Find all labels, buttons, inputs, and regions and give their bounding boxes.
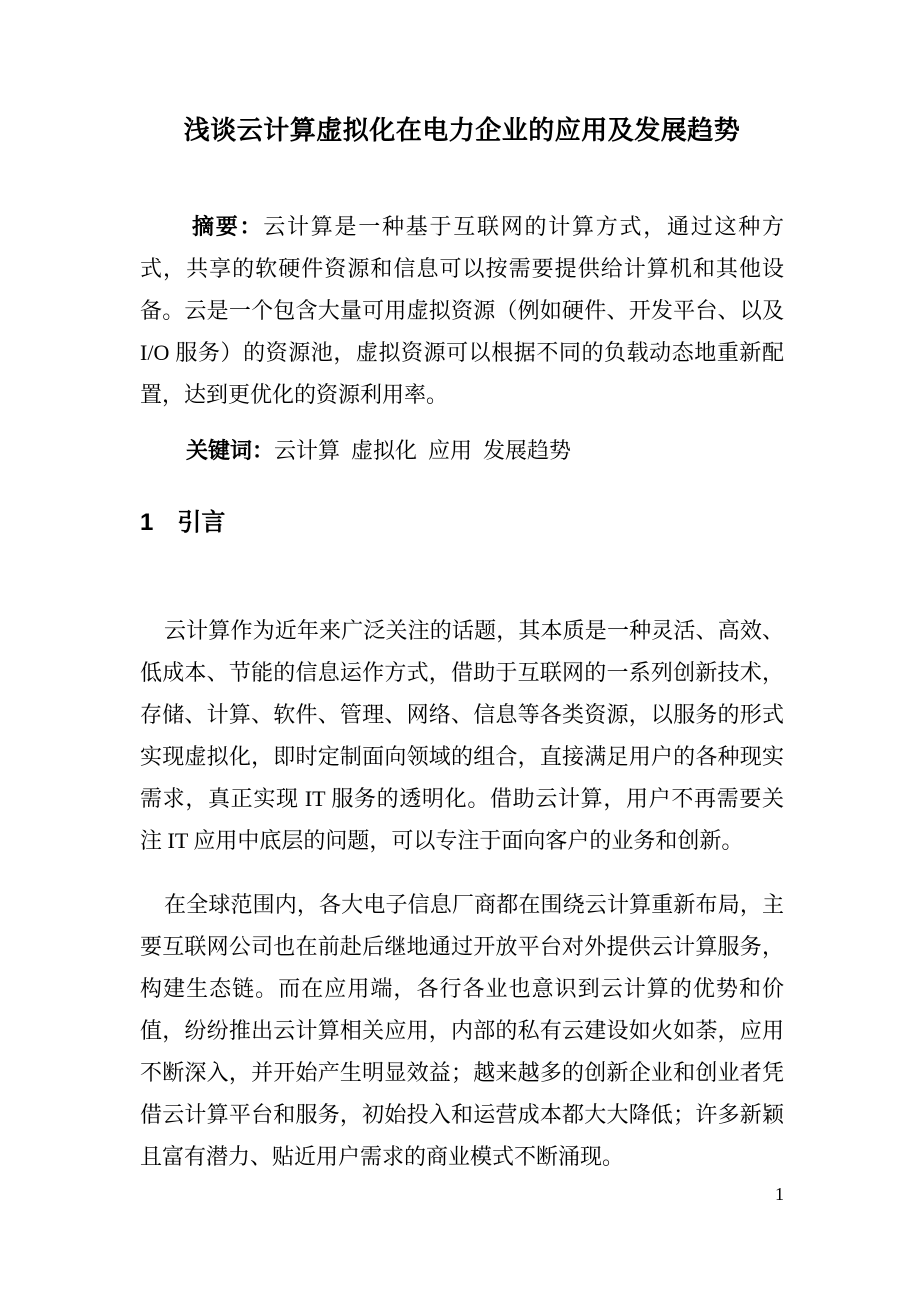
abstract-label: 摘要：: [192, 214, 264, 239]
section-title: 引言: [177, 509, 226, 536]
page-title: 浅谈云计算虚拟化在电力企业的应用及发展趋势: [183, 115, 741, 145]
keywords-label: 关键词：: [186, 438, 275, 463]
section-number: 1: [140, 509, 154, 536]
abstract-paragraph: [140, 206, 784, 416]
body-paragraph-1: 云计算作为近年来广泛关注的话题，其本质是一种灵活、高效、低成本、节能的信息运作方式，借助于互联网的一系列创新技术，存储、计算、软件、管理、网络、信息等各类资源，以服务的形式实现虚拟化，即时定制面向领域的组合，直接满足用户的各种现实需求，真正实现 IT 服务的透明化。借助云计算，用户不再需要关注 IT 应用中底层的问题，可以专注于面向客户的业务和创新。: [140, 618, 784, 853]
page-number: 1: [775, 1184, 784, 1204]
body-paragraph-2: 在全球范围内，各大电子信息厂商都在围绕云计算重新布局，主要互联网公司也在前赴后继地通过开放平台对外提供云计算服务，构建生态链。而在应用端，各行各业也意识到云计算的优势和价值，纷纷推出云计算相关应用，内部的私有云建设如火如荼，应用不断深入，并开始产生明显效益；越来越多的创新企业和创业者凭借云计算平台和服务，初始投入和运营成本都大大降低；许多新颖且富有潜力、贴近用户需求的商业模式不断涌现。: [140, 892, 784, 1169]
keywords-text: 云计算 虚拟化 应用 发展趋势: [274, 438, 572, 463]
keywords-line: [140, 430, 784, 472]
section-heading-introduction: [140, 502, 784, 544]
abstract-text: 云计算是一种基于互联网的计算方式，通过这种方式，共享的软硬件资源和信息可以按需要提供给计算机和其他设备。云是一个包含大量可用虚拟资源（例如硬件、开发平台、以及 I/O 服务）的资源池，虚拟资源可以根据不同的负载动态地重新配置，达到更优化的资源利用率。: [140, 214, 784, 407]
